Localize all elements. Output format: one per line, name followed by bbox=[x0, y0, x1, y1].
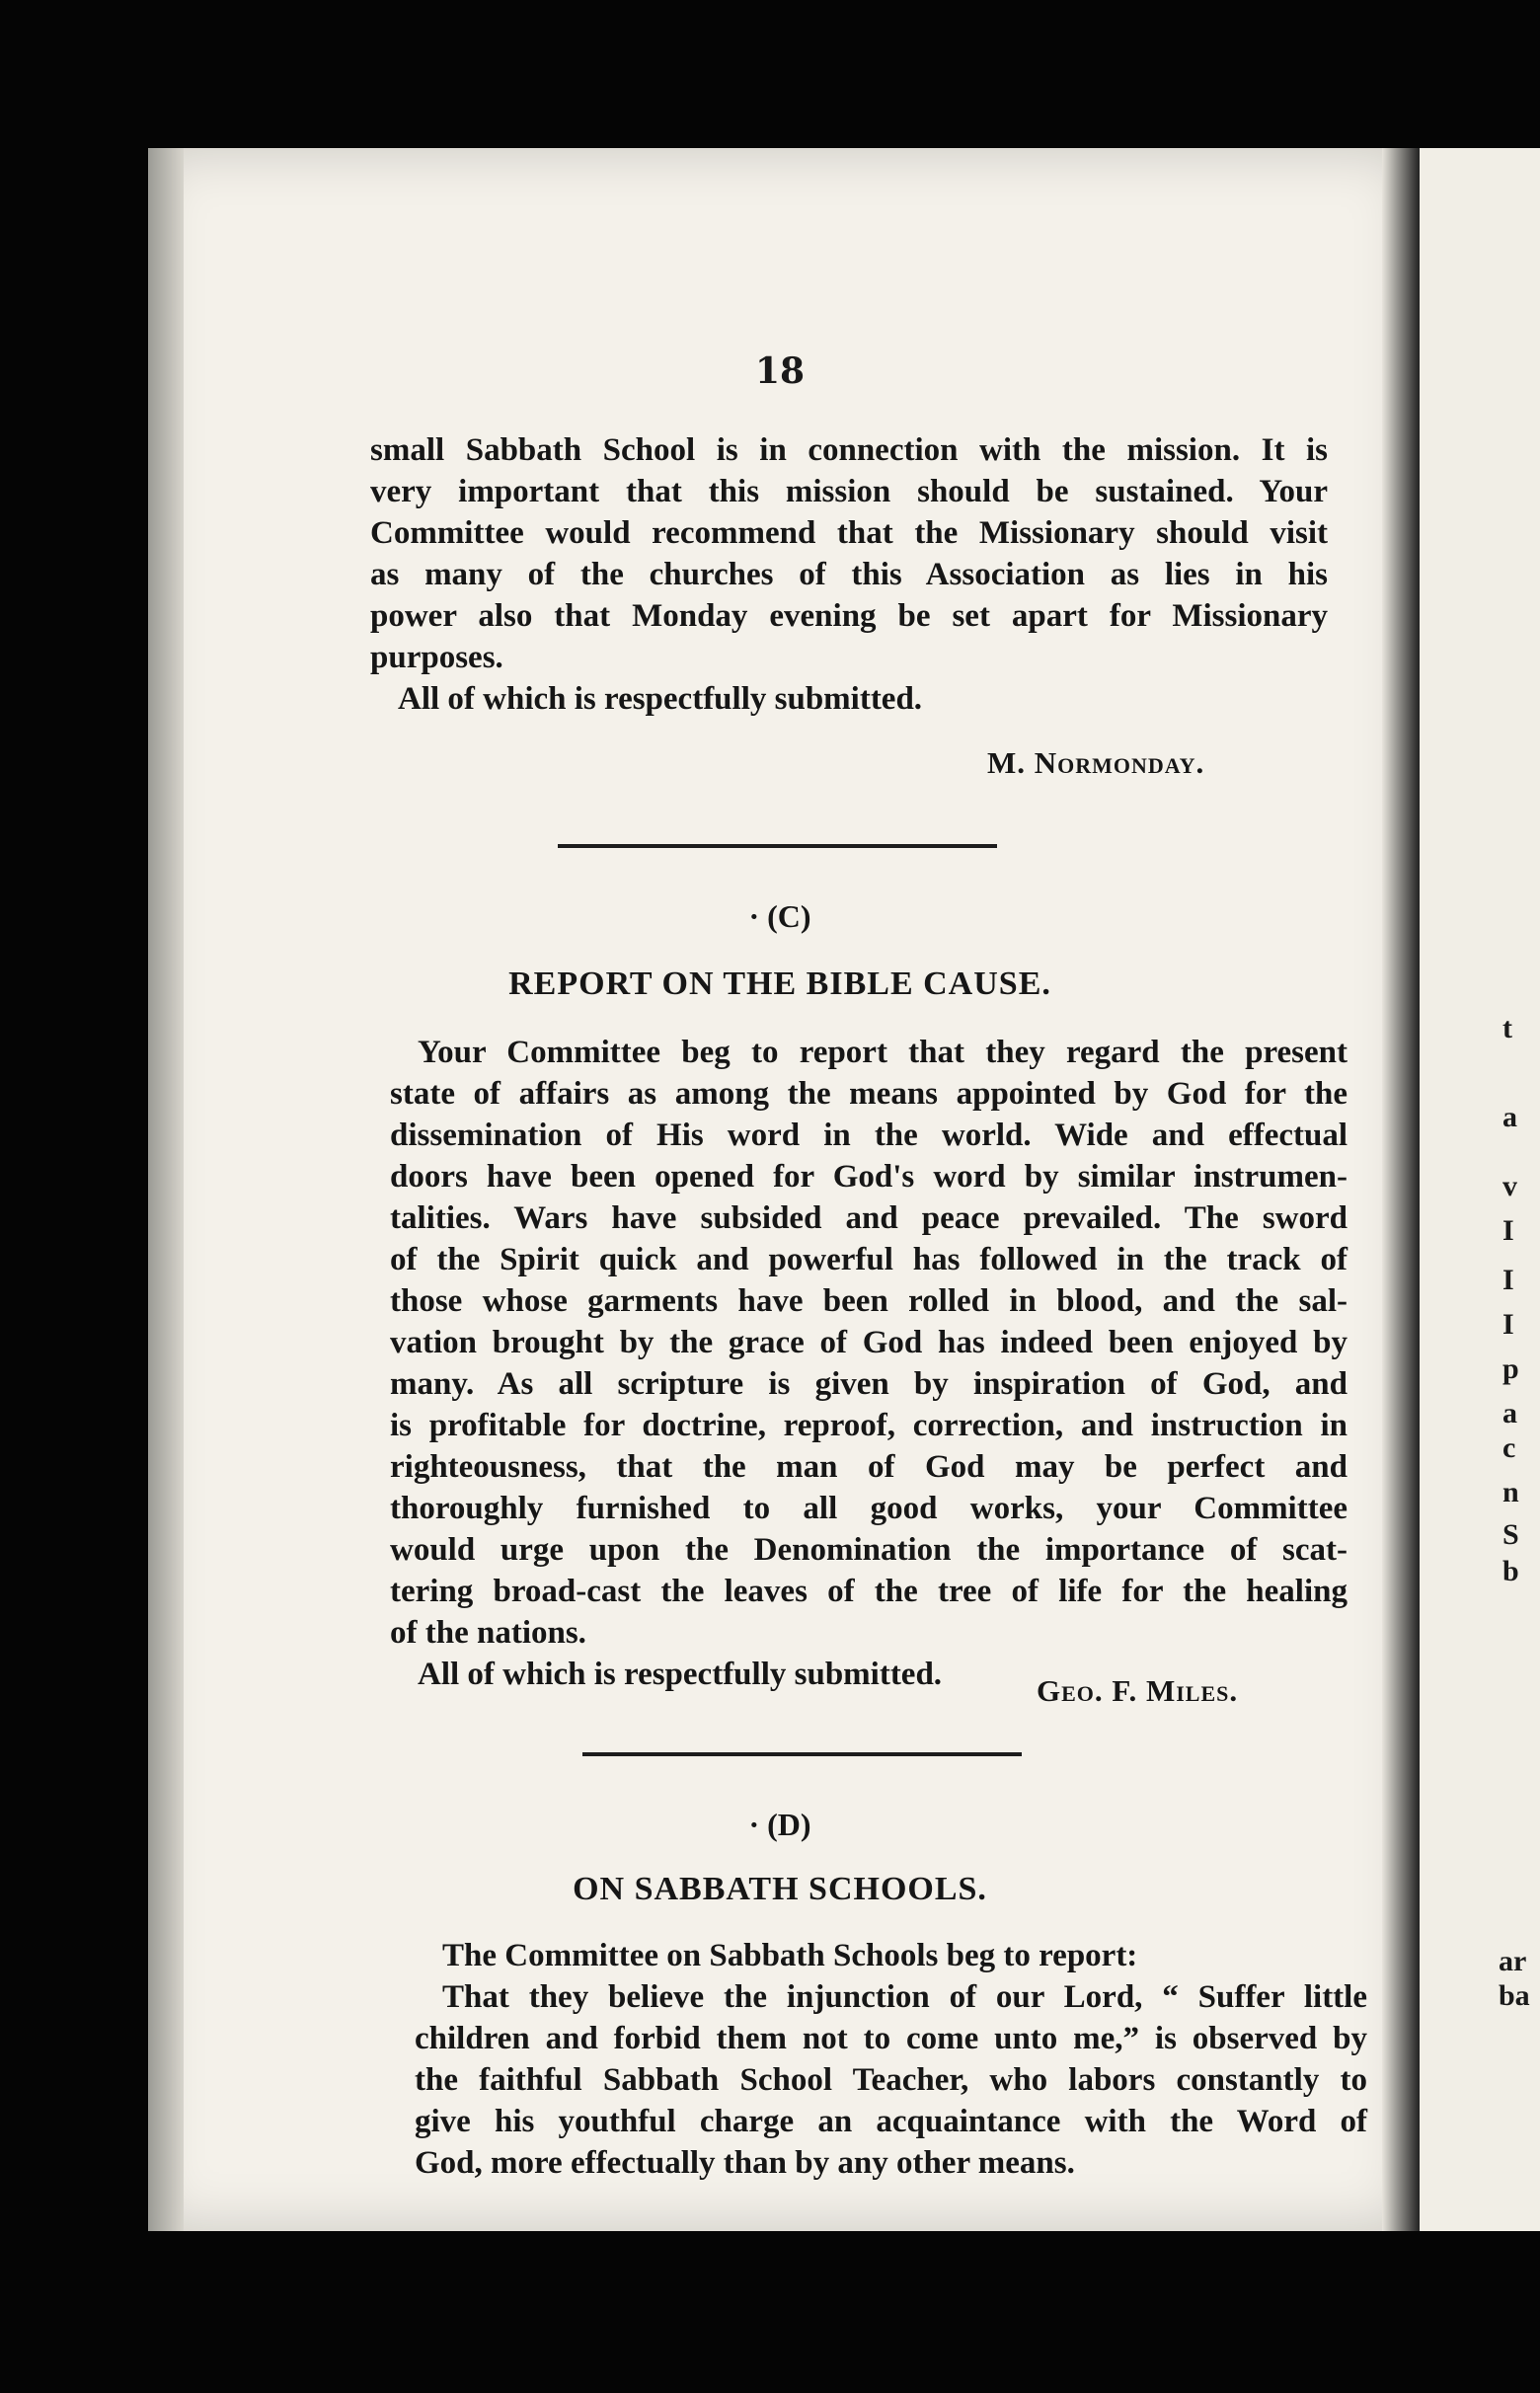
adjacent-page-fragment: p bbox=[1502, 1352, 1519, 1385]
text-line: tering broad-cast the leaves of the tree of life for the healing bbox=[390, 1574, 1348, 1609]
adjacent-page-fragment: I bbox=[1502, 1264, 1514, 1296]
closing-line: All of which is respectfully submitted. bbox=[398, 681, 923, 717]
adjacent-page bbox=[1420, 148, 1540, 2231]
text-line: That they believe the injunction of our Lord, “ Suffer little bbox=[442, 1979, 1367, 2015]
section-divider bbox=[582, 1752, 1022, 1756]
text-line: purposes. bbox=[370, 640, 503, 675]
adjacent-page-fragment: ar bbox=[1499, 1945, 1527, 1977]
text-line: Committee would recommend that the Missionary should visit bbox=[370, 515, 1328, 551]
page-number: 18 bbox=[754, 350, 806, 392]
text-line: Your Committee beg to report that they regard the present bbox=[418, 1035, 1348, 1070]
text-line: those whose garments have been rolled in blood, and the sal- bbox=[390, 1283, 1348, 1319]
section-a-paragraph bbox=[370, 429, 1328, 720]
section-d-mark: · (D) bbox=[748, 1807, 811, 1842]
book-gutter bbox=[1382, 148, 1420, 2231]
text-line: is profitable for doctrine, reproof, correction, and instruction in bbox=[390, 1408, 1348, 1443]
adjacent-page-fragment: t bbox=[1502, 1012, 1512, 1044]
text-line: doors have been opened for God's word by similar instrumen- bbox=[390, 1159, 1348, 1195]
text-line: The Committee on Sabbath Schools beg to report: bbox=[442, 1938, 1138, 1973]
adjacent-page-fragment: a bbox=[1502, 1397, 1517, 1429]
section-divider bbox=[558, 844, 997, 848]
text-line: children and forbid them not to come unto me,” is observed by bbox=[415, 2021, 1367, 2056]
adjacent-page-fragment: n bbox=[1502, 1476, 1519, 1508]
text-line: thoroughly furnished to all good works, your Committee bbox=[390, 1491, 1348, 1526]
page-edge bbox=[148, 148, 184, 2231]
adjacent-page-fragment: I bbox=[1502, 1308, 1514, 1341]
section-d-paragraph bbox=[415, 1935, 1367, 2184]
text-line: many. As all scripture is given by inspiration of God, and bbox=[390, 1366, 1348, 1402]
text-line: talities. Wars have subsided and peace prevailed. The sword bbox=[390, 1200, 1348, 1236]
closing-line: All of which is respectfully submitted. bbox=[418, 1657, 943, 1692]
section-c-paragraph bbox=[390, 1032, 1348, 1695]
adjacent-page-fragment: ba bbox=[1499, 1979, 1530, 2012]
text-line: of the nations. bbox=[390, 1615, 586, 1651]
text-line: the faithful Sabbath School Teacher, who labors constantly to bbox=[415, 2062, 1367, 2098]
signature-miles: Geo. F. Miles. bbox=[1037, 1673, 1239, 1708]
text-line: God, more effectually than by any other means. bbox=[415, 2145, 1075, 2181]
text-line: give his youthful charge an acquaintance with the Word of bbox=[415, 2104, 1367, 2139]
adjacent-page-fragment: c bbox=[1502, 1431, 1516, 1464]
text-line: small Sabbath School is in connection with the mission. It is bbox=[370, 432, 1328, 468]
text-line: would urge upon the Denomination the importance of scat- bbox=[390, 1532, 1348, 1568]
adjacent-page-fragment: b bbox=[1502, 1555, 1519, 1587]
book-page bbox=[148, 148, 1412, 2231]
text-line: state of affairs as among the means appointed by God for the bbox=[390, 1076, 1348, 1112]
adjacent-page-fragment: I bbox=[1502, 1214, 1514, 1247]
section-c-mark: · (C) bbox=[748, 898, 811, 934]
adjacent-page-fragment: v bbox=[1502, 1170, 1517, 1202]
text-line: as many of the churches of this Association as lies in his bbox=[370, 557, 1328, 592]
text-line: very important that this mission should be sustained. Your bbox=[370, 474, 1328, 509]
text-line: righteousness, that the man of God may be perfect and bbox=[390, 1449, 1348, 1485]
text-line: power also that Monday evening be set apart for Missionary bbox=[370, 598, 1328, 634]
adjacent-page-fragment: S bbox=[1502, 1518, 1519, 1551]
signature-normonday: M. Normonday. bbox=[987, 745, 1205, 780]
text-line: dissemination of His word in the world. Wide and effectual bbox=[390, 1118, 1348, 1153]
section-d-heading: ON SABBATH SCHOOLS. bbox=[573, 1871, 987, 1907]
adjacent-page-fragment: a bbox=[1502, 1101, 1517, 1133]
text-line: of the Spirit quick and powerful has followed in the track of bbox=[390, 1242, 1348, 1277]
text-line: vation brought by the grace of God has indeed been enjoyed by bbox=[390, 1325, 1348, 1360]
section-c-heading: REPORT ON THE BIBLE CAUSE. bbox=[508, 965, 1051, 1002]
